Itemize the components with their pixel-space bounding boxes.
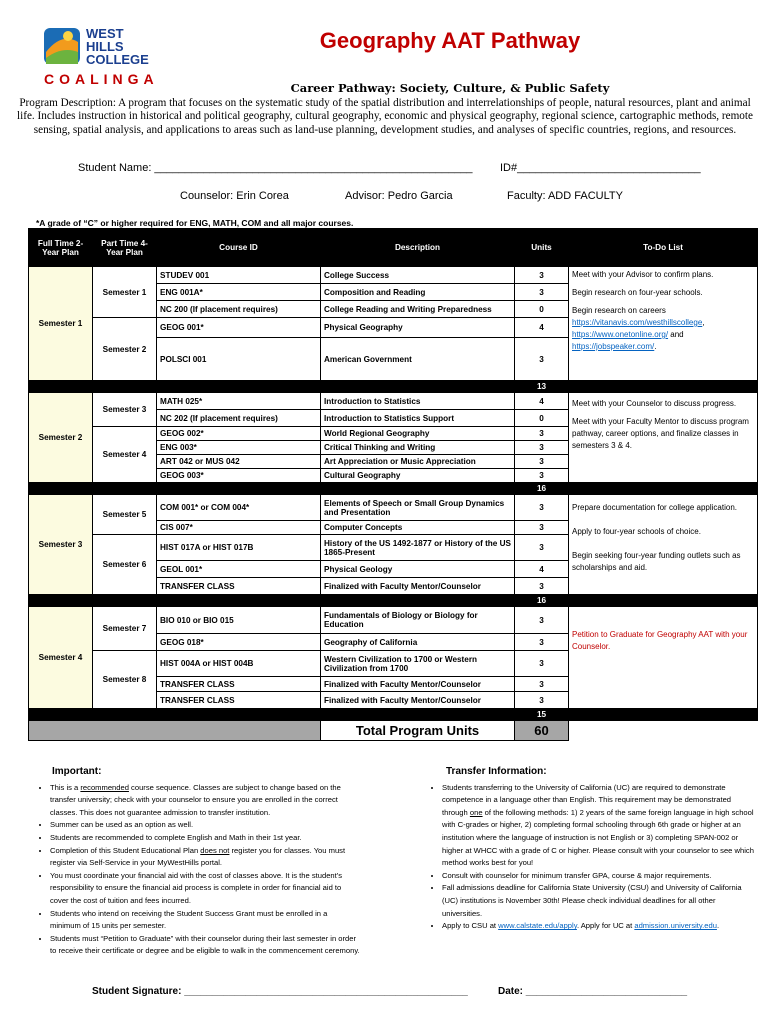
course-description: Finalized with Faculty Mentor/Counselor [321, 692, 515, 709]
course-description: Computer Concepts [321, 521, 515, 535]
todo-and: and [668, 330, 684, 339]
logo-line-1: WEST [86, 26, 124, 41]
course-units: 3 [515, 578, 569, 595]
full-time-semester-3: Semester 3 [29, 495, 93, 595]
course-id: MATH 025* [157, 393, 321, 410]
course-id: COM 001* or COM 004* [157, 495, 321, 521]
part-time-semester-3: Semester 3 [93, 393, 157, 427]
course-id: NC 202 (If placement requires) [157, 410, 321, 427]
course-id: TRANSFER CLASS [157, 692, 321, 709]
uc-admission-link[interactable]: admission.university.edu [634, 921, 717, 931]
course-description: Cultural Geography [321, 469, 515, 483]
course-id: HIST 017A or HIST 017B [157, 535, 321, 561]
course-description: Geography of California [321, 634, 515, 651]
course-id: TRANSFER CLASS [157, 578, 321, 595]
todo-item: Begin research on four-year schools. [572, 288, 703, 297]
important-item: • This is a recommended course sequence. Classes are subject to change based on the transfer university; check with your counselor to ensure you are enrolled in the correct classes. This does not guarantee admission to transfer institution. [50, 782, 360, 820]
part-time-semester-6: Semester 6 [93, 535, 157, 595]
header-todo: To-Do List [569, 229, 758, 267]
career-pathway: Career Pathway: Society, Culture, & Public Safety [290, 81, 610, 95]
important-item: • Students are recommended to complete English and Math in their 1st year. [50, 832, 360, 845]
course-id: GEOL 001* [157, 561, 321, 578]
page-title: Geography AAT Pathway [319, 28, 581, 53]
course-units: 3 [515, 455, 569, 469]
logo-line-2: HILLS [86, 39, 124, 54]
course-units: 3 [515, 651, 569, 677]
subtotal-row [29, 483, 758, 495]
course-id: HIST 004A or HIST 004B [157, 651, 321, 677]
course-id: CIS 007* [157, 521, 321, 535]
important-item: • Completion of this Student Educational Plan does not register you for classes. You must register via Self-Service in your MyWestHills portal. [50, 845, 360, 870]
part-time-semester-8: Semester 8 [93, 651, 157, 709]
college-logo [38, 22, 168, 92]
course-units: 0 [515, 410, 569, 427]
course-id: GEOG 018* [157, 634, 321, 651]
counselor: Counselor: Erin Corea [180, 190, 289, 202]
subtotal-units: 13 [515, 381, 569, 393]
transfer-item: • Fall admissions deadline for California State University (CSU) and University of California (UC) institutions is November 30th! Please check individual deadlines for all other universities. [442, 882, 757, 920]
course-id: ENG 001A* [157, 284, 321, 301]
total-program-units-label: Total Program Units [321, 721, 515, 741]
part-time-semester-1: Semester 1 [93, 267, 157, 318]
course-description: Art Appreciation or Music Appreciation [321, 455, 515, 469]
todo-item: Meet with your Faculty Mentor to discuss program pathway, career options, and finalize classes in semesters 3 & 4. [572, 417, 749, 450]
todo-item: Meet with your Counselor to discuss progress. [572, 399, 737, 408]
course-description: Finalized with Faculty Mentor/Counselor [321, 578, 515, 595]
course-description: Physical Geology [321, 561, 515, 578]
total-row [29, 721, 758, 741]
todo-item: Meet with your Advisor to confirm plans. [572, 270, 714, 279]
subtotal-units: 16 [515, 483, 569, 495]
course-id: GEOG 001* [157, 318, 321, 338]
course-units: 4 [515, 561, 569, 578]
important-section [30, 766, 360, 958]
course-id: STUDEV 001 [157, 267, 321, 284]
course-description: Introduction to Statistics [321, 393, 515, 410]
table-row [29, 607, 758, 634]
course-plan-table [28, 228, 758, 741]
part-time-semester-5: Semester 5 [93, 495, 157, 535]
table-row [29, 495, 758, 521]
course-id: TRANSFER CLASS [157, 677, 321, 692]
course-id: ART 042 or MUS 042 [157, 455, 321, 469]
important-item: • You must coordinate your financial aid with the cost of classes above. It is the student’s responsibility to ensure the financial aid process is complete in order for financial aid to cover the cost of tuition and fees incurred. [50, 870, 360, 908]
full-time-semester-1: Semester 1 [29, 267, 93, 381]
course-description: Finalized with Faculty Mentor/Counselor [321, 677, 515, 692]
advisor: Advisor: Pedro Garcia [345, 190, 453, 202]
course-id: GEOG 002* [157, 427, 321, 441]
logo-campus: COALINGA [44, 71, 159, 87]
transfer-section [422, 766, 757, 933]
transfer-item: • Consult with counselor for minimum transfer GPA, course & major requirements. [442, 870, 757, 883]
todo-block-2 [569, 393, 758, 483]
course-units: 3 [515, 284, 569, 301]
part-time-semester-7: Semester 7 [93, 607, 157, 651]
todo-item: Begin seeking four-year funding outlets such as scholarships and aid. [572, 551, 741, 572]
course-units: 4 [515, 393, 569, 410]
course-units: 3 [515, 607, 569, 634]
course-id: NC 200 (If placement requires) [157, 301, 321, 318]
grade-requirement-note: *A grade of “C” or higher required for ENG, MATH, COM and all major courses. [36, 218, 354, 228]
course-description: Physical Geography [321, 318, 515, 338]
calstate-link[interactable]: www.calstate.edu/apply [498, 921, 577, 931]
total-program-units: 60 [515, 721, 569, 741]
important-item: • Students must “Petition to Graduate” with their counselor during their last semester in order to receive their certificate or degree and be eligible to walk in the commencement ceremony. [50, 933, 360, 958]
course-units: 3 [515, 427, 569, 441]
faculty: Faculty: ADD FACULTY [507, 190, 623, 202]
logo-line-3: COLLEGE [86, 52, 149, 67]
course-units: 0 [515, 301, 569, 318]
header-part-time: Part Time 4-Year Plan [93, 229, 157, 267]
jobspeaker-link[interactable]: https://jobspeaker.com/ [572, 342, 655, 351]
course-description: College Success [321, 267, 515, 284]
important-item: • Summer can be used as an option as well. [50, 819, 360, 832]
course-units: 3 [515, 521, 569, 535]
course-units: 3 [515, 495, 569, 521]
todo-item: Apply to four-year schools of choice. [572, 527, 701, 536]
course-units: 3 [515, 469, 569, 483]
transfer-title: Transfer Information: [446, 766, 547, 777]
course-units: 3 [515, 267, 569, 284]
course-description: Composition and Reading [321, 284, 515, 301]
important-item: • Students who intend on receiving the Student Success Grant must be enrolled in a minimum of 15 units per semester. [50, 908, 360, 933]
todo-block-1: Meet with your Advisor to confirm plans. Begin research on four-year schools. Begin research on careers https://vitanavis.com/westhillscollege, https://www.onetonline.org/ and https://jobspeaker.com/. [569, 267, 758, 381]
student-name-field[interactable]: Student Name: ____________________________________________________ [78, 162, 473, 174]
course-units: 3 [515, 338, 569, 381]
todo-item: Begin research on careers [572, 306, 666, 315]
table-row [29, 267, 758, 284]
date-field[interactable]: Date: _____________________________ [498, 986, 688, 997]
course-id: ENG 003* [157, 441, 321, 455]
subtotal-row [29, 595, 758, 607]
id-field[interactable]: ID#______________________________ [500, 162, 701, 174]
part-time-semester-4: Semester 4 [93, 427, 157, 483]
full-time-semester-4: Semester 4 [29, 607, 93, 709]
transfer-item: • Apply to CSU at www.calstate.edu/apply. Apply for UC at admission.university.edu. [442, 920, 757, 933]
header-units: Units [515, 229, 569, 267]
important-title: Important: [52, 766, 102, 777]
todo-item: Petition to Graduate for Geography AAT with your Counselor. [572, 630, 748, 651]
course-description: Elements of Speech or Small Group Dynamics and Presentation [321, 495, 515, 521]
todo-block-3 [569, 495, 758, 595]
subtotal-units: 15 [515, 709, 569, 721]
course-units: 3 [515, 677, 569, 692]
part-time-semester-2: Semester 2 [93, 318, 157, 381]
program-description: Program Description: A program that focuses on the systematic study of the spatial distribution and interrelationships of people, natural resources, plant and animal life. Includes instruction in historical and political geography, cultural geography, economic and physical geography, regional science, cartographic methods, remote sensing, spatial analysis, and applications to areas such as land-use planning, development studies, and analyses of specific countries, regions, and resources. [17, 97, 753, 136]
course-description: Introduction to Statistics Support [321, 410, 515, 427]
course-units: 4 [515, 318, 569, 338]
course-description: Fundamentals of Biology or Biology for Education [321, 607, 515, 634]
course-description: American Government [321, 338, 515, 381]
course-description: History of the US 1492-1877 or History of the US 1865-Present [321, 535, 515, 561]
header-description: Description [321, 229, 515, 267]
course-id: POLSCI 001 [157, 338, 321, 381]
full-time-semester-2: Semester 2 [29, 393, 93, 483]
course-description: Western Civilization to 1700 or Western Civilization from 1700 [321, 651, 515, 677]
course-units: 3 [515, 535, 569, 561]
course-description: College Reading and Writing Preparedness [321, 301, 515, 318]
course-units: 3 [515, 441, 569, 455]
todo-block-4 [569, 607, 758, 709]
course-units: 3 [515, 634, 569, 651]
course-units: 3 [515, 692, 569, 709]
subtotal-row [29, 381, 758, 393]
course-description: World Regional Geography [321, 427, 515, 441]
header-full-time: Full Time 2-Year Plan [29, 229, 93, 267]
subtotal-row [29, 709, 758, 721]
header-course-id: Course ID [157, 229, 321, 267]
course-description: Critical Thinking and Writing [321, 441, 515, 455]
course-id: BIO 010 or BIO 015 [157, 607, 321, 634]
course-id: GEOG 003* [157, 469, 321, 483]
student-signature-field[interactable]: Student Signature: ___________________________________________________ [92, 986, 468, 997]
table-row [29, 393, 758, 410]
transfer-item: • Students transferring to the University of California (UC) are required to demonstrate competence in a language other than English. This requirement may be demonstrated through one of the following methods: 1) 2 years of the same foreign language in high school with C-grades or higher, 2) completing formal schooling through 6th grade or higher at an institution where the language of instruction is not English or 3) completing SPAN-002 or higher at WHCC with a grade of C or higher. Please consult with your counselor to see which method works best for you! [442, 782, 757, 870]
vitanavis-link[interactable]: https://vitanavis.com/westhillscollege [572, 318, 703, 327]
subtotal-units: 16 [515, 595, 569, 607]
todo-item: Prepare documentation for college application. [572, 503, 737, 512]
onetonline-link[interactable]: https://www.onetonline.org/ [572, 330, 669, 339]
